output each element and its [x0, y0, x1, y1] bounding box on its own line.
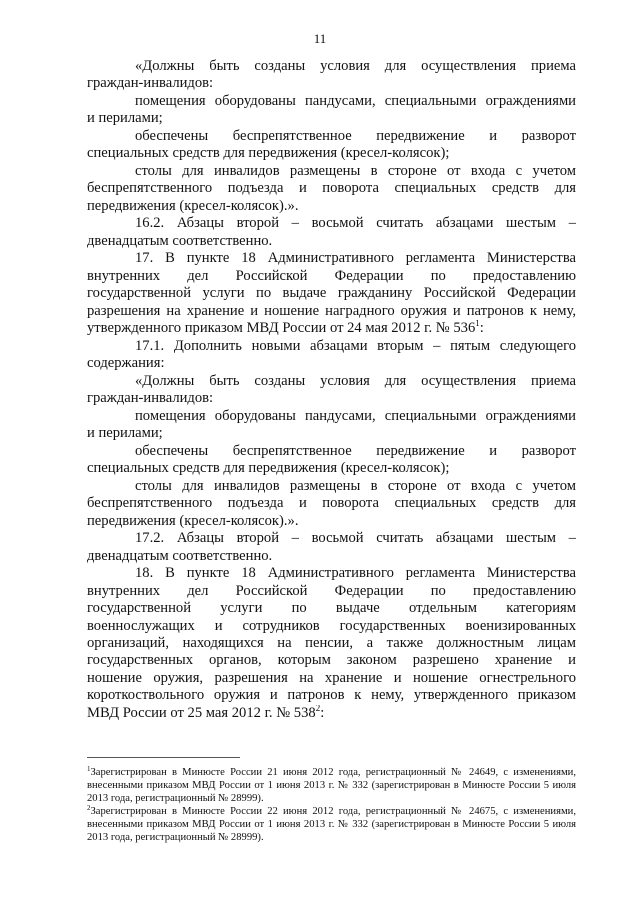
- paragraph: [87, 250, 576, 337]
- line-text: столы для инвалидов размещены в стороне от входа с учетом: [135, 162, 576, 179]
- text-line: [87, 338, 576, 355]
- line-text: внутренних дел Российской Федерации по предоставлению: [87, 267, 576, 284]
- line-text: ношение оружия, разрешения на хранение и ношение огнестрельного: [87, 669, 576, 686]
- footnote-text: Зарегистрирован в Минюсте России 21 июня 2012 года, регистрационный № 24649, с изменениями,: [90, 767, 576, 778]
- text-line: [87, 233, 576, 250]
- text-line: [87, 513, 576, 530]
- line-text: организаций, находящихся на пенсии, а также должностным лицам: [87, 634, 576, 651]
- text-line: [87, 425, 576, 442]
- footnote-marker: 2: [87, 805, 91, 812]
- paragraph: [87, 58, 576, 93]
- line-text: внутренних дел Российской Федерации по предоставлению: [87, 582, 576, 599]
- paragraph: [87, 93, 576, 128]
- line-text: 18. В пункте 18 Административного регламента Министерства: [135, 565, 576, 582]
- line-text: 17.1. Дополнить новыми абзацами вторым – пятым следующего: [135, 337, 576, 354]
- footnote: [87, 805, 576, 844]
- footnote-text: 2013 года, регистрационный № 28999).: [87, 793, 264, 804]
- line-text: 16.2. Абзацы второй – восьмой считать абзацами шестым –: [135, 215, 576, 232]
- line-text: разрешения на хранение и ношение наградного оружия и патронов к нему,: [87, 302, 576, 319]
- text-line: [87, 652, 576, 669]
- line-text: содержания:: [87, 355, 165, 372]
- paragraph: [87, 338, 576, 373]
- line-text: специальных средств для передвижения (кресел-колясок);: [87, 145, 450, 162]
- text-line: [87, 530, 576, 547]
- footnote-text: Зарегистрирован в Минюсте России 22 июня 2012 года, регистрационный № 24675, с изменениями,: [90, 806, 576, 817]
- footnote-reference[interactable]: 1: [475, 320, 480, 329]
- line-text: помещения оборудованы пандусами, специальными ограждениями: [135, 92, 576, 109]
- text-line: [87, 478, 576, 495]
- text-line: [87, 443, 576, 460]
- text-line: [87, 285, 576, 302]
- document-body: [87, 58, 576, 722]
- footnote: [87, 766, 576, 805]
- footnotes: [87, 766, 576, 844]
- paragraph: [87, 215, 576, 250]
- line-text: передвижения (кресел-колясок).».: [87, 512, 299, 529]
- text-line: [87, 495, 576, 512]
- line-text: двенадцатым соответственно.: [87, 547, 273, 564]
- line-text: военнослужащих и сотрудников государственных военизированных: [87, 617, 576, 634]
- line-tail: :: [479, 320, 484, 337]
- line-text: «Должны быть созданы условия для осуществления приема: [135, 58, 576, 74]
- page-number: 11: [313, 31, 327, 46]
- footnote-reference[interactable]: 2: [315, 704, 321, 713]
- text-line: [87, 408, 576, 425]
- line-text: граждан-инвалидов:: [87, 390, 214, 407]
- footnote-text: внесенными приказом МВД России от 1 июня 2013 г. № 332 (зарегистрирован в Минюсте России 5 июля: [87, 780, 576, 791]
- text-line: [87, 355, 576, 372]
- text-line: [87, 635, 576, 652]
- line-text: государственной услуги по выдаче гражданину Российской Федерации: [87, 285, 576, 302]
- footnote-separator: [87, 757, 240, 758]
- line-text: и перилами;: [87, 425, 163, 442]
- footnote-text: 2013 года, регистрационный № 28999).: [87, 832, 264, 843]
- line-text: 17.2. Абзацы второй – восьмой считать абзацами шестым –: [135, 530, 576, 547]
- line-text: столы для инвалидов размещены в стороне от входа с учетом: [135, 477, 576, 494]
- text-line: [87, 303, 576, 320]
- text-line: [87, 268, 576, 285]
- line-text: двенадцатым соответственно.: [87, 232, 273, 249]
- paragraph: [87, 163, 576, 215]
- text-line: [87, 320, 576, 337]
- footnote-line: [87, 766, 576, 779]
- text-line: [87, 93, 576, 110]
- text-line: [87, 373, 576, 390]
- line-text: обеспечены беспрепятственное передвижение и разворот: [135, 442, 576, 459]
- line-tail: :: [320, 704, 325, 721]
- line-text: утвержденного приказом МВД России от 24 мая 2012 г. № 536: [87, 320, 476, 337]
- line-text: 17. В пункте 18 Административного регламента Министерства: [135, 250, 576, 267]
- line-text: МВД России от 25 мая 2012 г. № 538: [87, 704, 316, 721]
- text-line: [87, 390, 576, 407]
- text-line: [87, 163, 576, 180]
- text-line: [87, 180, 576, 197]
- line-text: и перилами;: [87, 110, 163, 127]
- line-text: беспрепятственного подъезда и поворота специальных средств для: [87, 495, 576, 512]
- line-text: обеспечены беспрепятственное передвижение и разворот: [135, 127, 576, 144]
- text-line: [87, 705, 576, 722]
- text-line: [87, 58, 576, 75]
- text-line: [87, 198, 576, 215]
- line-text: беспрепятственного подъезда и поворота специальных средств для: [87, 180, 576, 197]
- text-line: [87, 565, 576, 582]
- paragraph: [87, 530, 576, 565]
- line-text: помещения оборудованы пандусами, специальными ограждениями: [135, 407, 576, 424]
- footnote-line: [87, 805, 576, 818]
- text-line: [87, 670, 576, 687]
- text-line: [87, 618, 576, 635]
- text-line: [87, 145, 576, 162]
- footnote-line: [87, 831, 576, 844]
- text-line: [87, 687, 576, 704]
- text-line: [87, 460, 576, 477]
- paragraph: [87, 128, 576, 163]
- paragraph: [87, 373, 576, 408]
- line-text: специальных средств для передвижения (кресел-колясок);: [87, 460, 450, 477]
- paragraph: [87, 565, 576, 722]
- text-line: [87, 600, 576, 617]
- text-line: [87, 128, 576, 145]
- text-line: [87, 548, 576, 565]
- line-text: короткоствольного оружия и патронов к нему, утвержденного приказом: [87, 687, 576, 704]
- footnote-line: [87, 779, 576, 792]
- paragraph: [87, 408, 576, 443]
- text-line: [87, 215, 576, 232]
- footnote-marker: 1: [87, 766, 91, 773]
- footnote-line: [87, 818, 576, 831]
- line-text: «Должны быть созданы условия для осуществления приема: [135, 372, 576, 389]
- line-text: передвижения (кресел-колясок).».: [87, 197, 299, 214]
- text-line: [87, 583, 576, 600]
- line-text: граждан-инвалидов:: [87, 75, 214, 92]
- text-line: [87, 75, 576, 92]
- footnote-text: внесенными приказом МВД России от 1 июня 2013 г. № 332 (зарегистрирован в Минюсте России 5 июля: [87, 819, 576, 830]
- paragraph: [87, 478, 576, 530]
- text-line: [87, 110, 576, 127]
- line-text: государственной услуги по выдаче отдельным категориям: [87, 600, 576, 617]
- paragraph: [87, 443, 576, 478]
- text-line: [87, 250, 576, 267]
- line-text: государственных органов, которым законом разрешено хранение и: [87, 652, 576, 669]
- footnote-line: [87, 792, 576, 805]
